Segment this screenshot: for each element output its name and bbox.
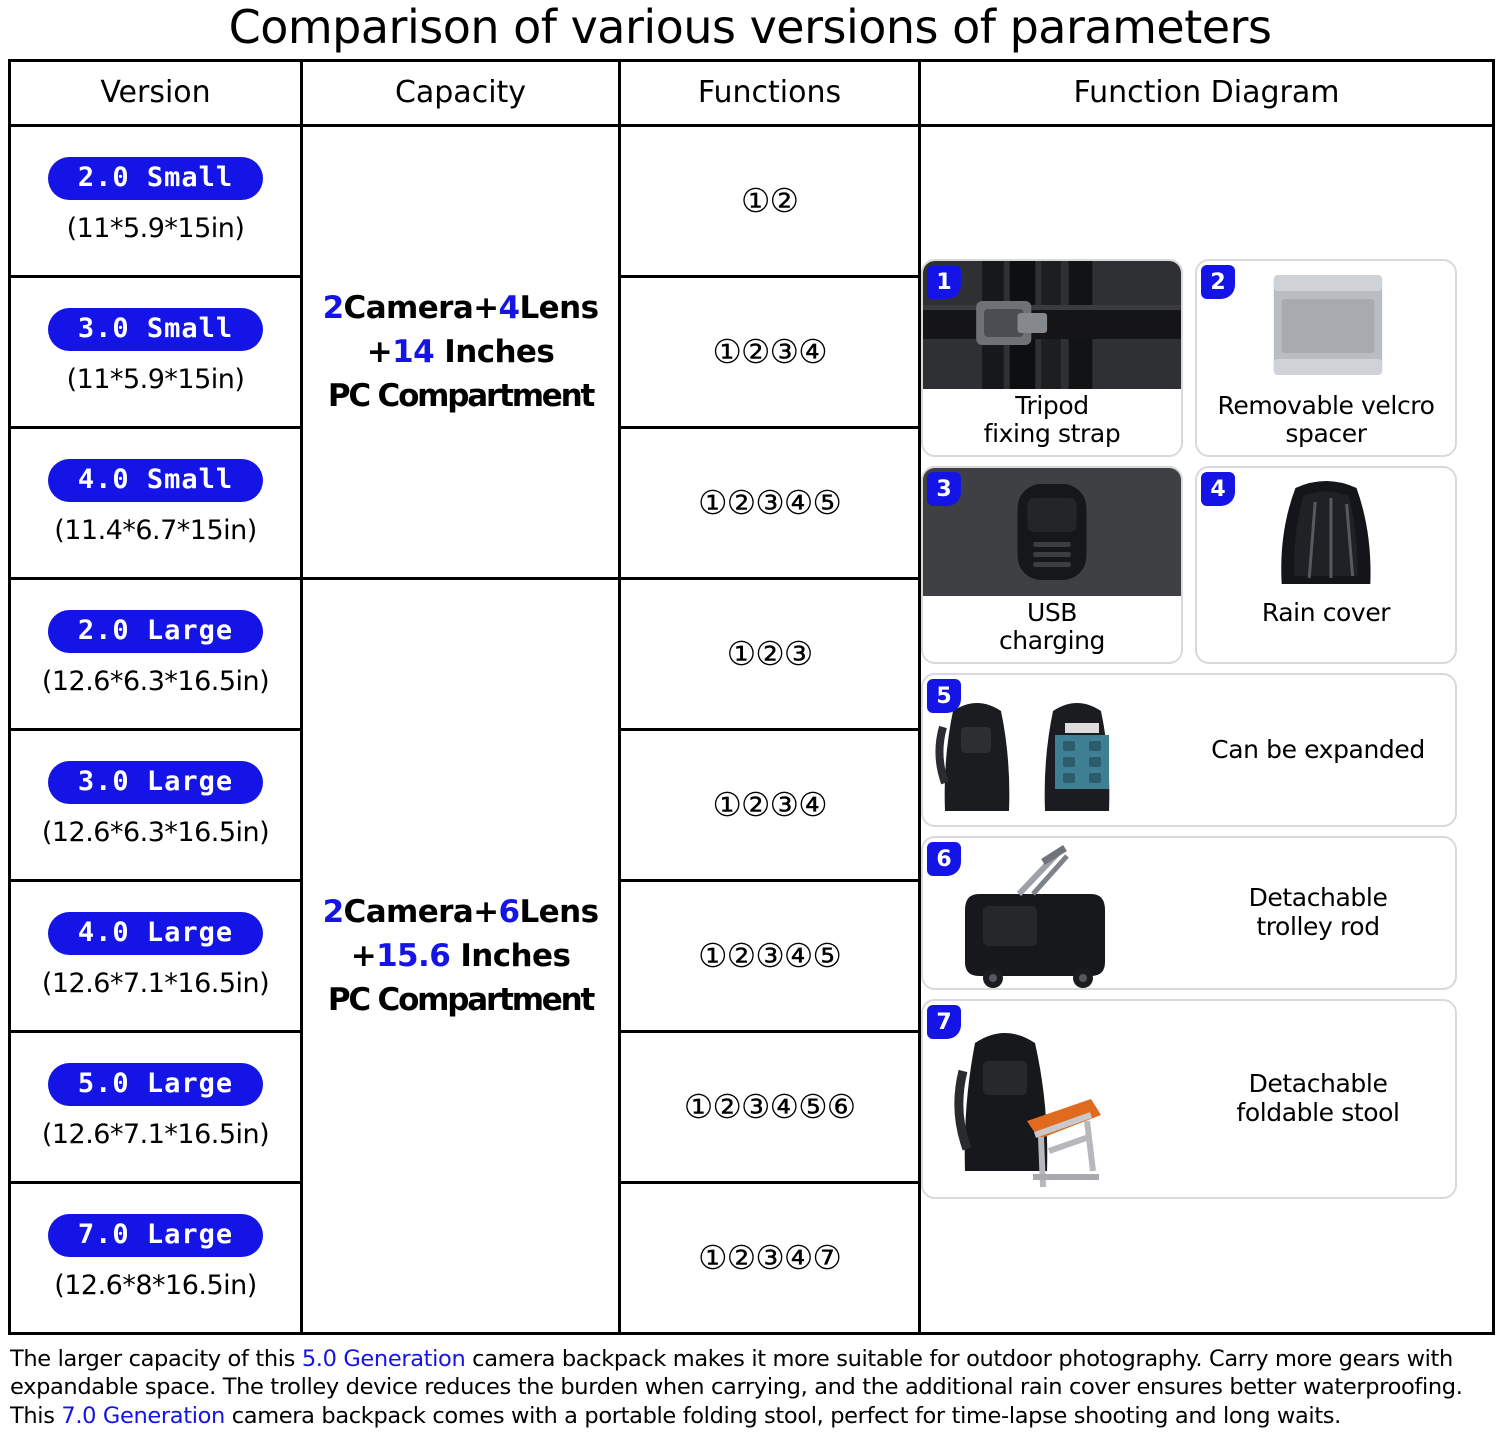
diagram-caption-1: Tripod fixing strap [983,391,1121,449]
diagram-caption-7: Detachable foldable stool [1236,1069,1400,1128]
diagram-number-badge: 6 [927,842,961,876]
velcro-spacer-photo [1197,261,1455,389]
capacity-line-1: 2Camera+4Lens [322,289,599,326]
diagram-grid [921,259,1492,1199]
version-cell [10,1182,302,1333]
capacity-line-1: 2Camera+6Lens [322,893,599,930]
version-dimensions: (11.4*6.7*15in) [54,515,257,547]
diagram-caption-6: Detachable trolley rod [1248,883,1388,942]
version-dimensions: (11*5.9*15in) [66,364,245,396]
version-dimensions: (12.6*6.3*16.5in) [41,666,270,698]
diagram-card-4 [1195,466,1457,664]
diagram-card-1 [921,259,1183,457]
comparison-table [8,59,1495,1335]
version-badge: 5.0 Large [48,1063,263,1106]
foldable-stool-photo [923,1001,1181,1197]
footer-note: The larger capacity of this 5.0 Generation camera backpack makes it more suitable for outdoor photography. Carry more gears with expandable space. The trolley device reduces the burden when carrying, and the additional rain cover ensures better waterproofing. This 7.0 Generation camera backpack comes with a portable folding stool, perfect for time-lapse shooting and long waits. [10,1345,1463,1430]
functions-cell: ①② [620,125,920,276]
diagram-caption-5: Can be expanded [1211,734,1425,764]
version-cell [10,427,302,578]
header-functions: Functions [620,60,920,125]
capacity-line-3: PC Compartment [327,377,594,414]
version-cell [10,125,302,276]
version-badge: 4.0 Large [48,912,263,955]
capacity-line-2: +15.6 Inches [350,937,571,974]
diagram-card-3 [921,466,1183,664]
tripod-strap-photo [923,261,1181,389]
capacity-line-2: +14 Inches [366,333,555,370]
diagram-caption-2: Removable velcro spacer [1217,391,1435,449]
version-cell [10,578,302,729]
functions-cell: ①②③④ [620,729,920,880]
diagram-card-5 [921,673,1457,827]
diagram-number-badge: 7 [927,1005,961,1039]
version-dimensions: (12.6*7.1*16.5in) [41,1119,270,1151]
version-dimensions: (12.6*7.1*16.5in) [41,968,270,1000]
diagram-card-6 [921,836,1457,990]
functions-cell: ①②③④⑤⑥ [620,1031,920,1182]
page-title: Comparison of various versions of parameters [228,0,1272,54]
function-diagram-cell [920,125,1494,1333]
functions-cell: ①②③④ [620,276,920,427]
capacity-cell-small [302,125,620,578]
trolley-rod-photo [923,838,1181,988]
header-capacity: Capacity [302,60,620,125]
rain-cover-photo [1197,468,1455,596]
table-header-row [10,60,1494,125]
usb-port-photo [923,468,1181,596]
functions-cell: ①②③④⑤ [620,427,920,578]
comparison-table-wrapper [0,59,1500,1335]
diagram-row-2 [921,466,1492,664]
header-version: Version [10,60,302,125]
version-dimensions: (11*5.9*15in) [66,213,245,245]
diagram-number-badge: 1 [927,265,961,299]
diagram-card-7 [921,999,1457,1199]
version-dimensions: (12.6*8*16.5in) [54,1270,257,1302]
version-cell [10,1031,302,1182]
header-function-diagram: Function Diagram [920,60,1494,125]
version-dimensions: (12.6*6.3*16.5in) [41,817,270,849]
version-badge: 7.0 Large [48,1214,263,1257]
version-badge: 2.0 Small [48,157,263,200]
diagram-number-badge: 5 [927,679,961,713]
version-badge: 3.0 Large [48,761,263,804]
functions-cell: ①②③④⑦ [620,1182,920,1333]
version-badge: 3.0 Small [48,308,263,351]
diagram-row-1 [921,259,1492,457]
version-cell [10,729,302,880]
functions-cell: ①②③ [620,578,920,729]
diagram-number-badge: 3 [927,472,961,506]
diagram-card-2 [1195,259,1457,457]
capacity-cell-large [302,578,620,1333]
expandable-backpack-photo [923,675,1181,825]
version-cell [10,276,302,427]
version-cell [10,880,302,1031]
diagram-caption-3: USB charging [998,598,1106,656]
diagram-number-badge: 4 [1201,472,1235,506]
capacity-line-3: PC Compartment [327,981,594,1018]
functions-cell: ①②③④⑤ [620,880,920,1031]
version-badge: 4.0 Small [48,459,263,502]
diagram-number-badge: 2 [1201,265,1235,299]
table-row [10,125,1494,276]
diagram-caption-4: Rain cover [1261,598,1391,628]
version-badge: 2.0 Large [48,610,263,653]
